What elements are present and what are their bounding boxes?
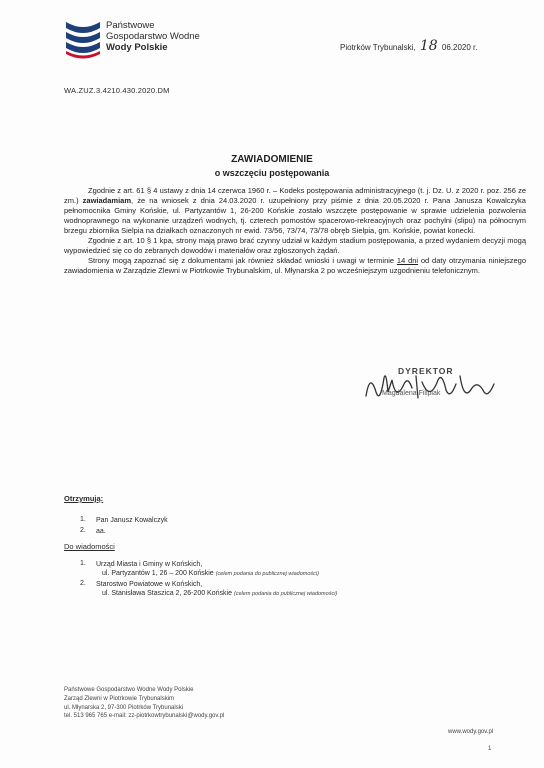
p1-bold: zawiadamiam: [82, 196, 132, 205]
place-date: [340, 38, 477, 54]
logo-text: [106, 20, 200, 53]
wody-polskie-logo: [64, 18, 264, 64]
logo-line-2: Gospodarstwo Wodne: [106, 31, 200, 42]
footer-address: [64, 686, 224, 721]
logo-line-3: Wody Polskie: [106, 42, 168, 53]
logo-line-1: Państwowe: [106, 20, 155, 31]
info-line-1: Urząd Miasta i Gminy w Końskich,: [96, 561, 203, 568]
info-item: [96, 580, 337, 599]
footer-url: www.wody.gov.pl: [448, 729, 494, 735]
paragraph-1: [64, 186, 526, 236]
p3-text-b: od daty otrzymania niniejszego zawiadomienia w Zarządzie Zlewni w Piotrkowie Trybunalskim, ul. Młynarska 2 po wcześniejszym uzgodnieniu telefonicznym.: [64, 256, 527, 275]
p3-deadline: 14 dni: [396, 256, 419, 265]
recipient-number: 1.: [80, 516, 86, 523]
stamp-name: Magdalena Filipiak: [382, 390, 441, 397]
p3-text-a: Strony mogą zapoznać się z dokumentami jak również składać wnioski i uwagi w terminie: [88, 256, 395, 265]
info-number: 2.: [80, 580, 86, 587]
director-signature: [360, 362, 520, 412]
footer-line-3: ul. Młynarska 2, 97-300 Piotrków Trybunalski: [64, 704, 184, 711]
month-year: 06.2020 r.: [441, 43, 478, 52]
footer-line-1: Państwowe Gospodarstwo Wodne Wody Polskie: [64, 687, 194, 693]
handwritten-day: 18: [419, 38, 438, 54]
document-title: ZAWIADOMIENIE: [231, 154, 313, 165]
paragraph-2: Zgodnie z art. 10 § 1 kpa, strony mają prawo brać czynny udział w każdym stadium postępowania, a przed wydaniem decyzji mogą wypowiedzieć się co do zebranych dowodów i materiałów oraz zgłoszonych żądań.: [64, 236, 526, 255]
footer-line-2: Zarząd Zlewni w Piotrkowie Trybunalskim: [64, 695, 175, 702]
p1-text-a: Zgodnie z art. 61 § 4 ustawy z dnia 14 czerwca 1960 r. – Kodeks postępowania administracyjnego (t. j. Dz. U. z 2020 r. poz. 256 ze zm.): [64, 186, 526, 205]
info-address: ul. Partyzantów 1, 26 – 200 Końskie: [102, 570, 214, 577]
info-item: [96, 560, 319, 579]
footer-line-4: tel. 513 965 765 e-mail: zz-piotrkowtrybunalski@wody.gov.pl: [64, 713, 225, 720]
info-line-1: Starostwo Powiatowe w Końskich,: [96, 581, 203, 588]
info-line-2: [96, 569, 319, 579]
info-note: (celem podania do publicznej wiadomości): [215, 571, 319, 577]
recipient-item: aa.: [96, 528, 106, 535]
handwritten-signature-icon: [360, 362, 520, 412]
recipient-number: 2.: [80, 527, 86, 534]
page-number: 1: [488, 746, 492, 752]
info-note: (celem podania do publicznej wiadomości): [233, 591, 338, 597]
info-address: ul. Stanisława Staszica 2, 26-200 Końskie: [102, 590, 232, 597]
recipients-heading: Otrzymują:: [64, 494, 104, 503]
stamp-title: DYREKTOR: [398, 366, 454, 376]
case-reference: WA.ZUZ.3.4210.430.2020.DM: [64, 86, 170, 95]
body-text: [64, 186, 526, 276]
info-line-2: [96, 589, 337, 599]
info-number: 1.: [80, 560, 86, 567]
wave-logo-icon: [64, 18, 102, 62]
document-subtitle: o wszczęciu postępowania: [214, 168, 330, 178]
p1-text-b: , że na wniosek z dnia 24.03.2020 r. uzupełniony przy piśmie z dnia 20.05.2020 r. Pana Janusza Kowalczyka pełnomocnika Gminy Końskie, ul. Partyzantów 1, 26-200 Końskie zostało wszczęte postępowanie w sprawie udzielenia pozwolenia wodnoprawnego na wykonanie urządzeń wodnych, tj. czterech pomostów spacerowo-rekreacyjnych oraz pochylni (slipu) na północnym brzegu zbiornika Sielpia na działkach oznaczonych nr ewid. 73/56, 73/74, 73/78 obręb Sielpia, gm. Końskie, powiat konecki.: [64, 196, 526, 235]
for-information-heading: Do wiadomości: [64, 542, 115, 551]
recipient-item: Pan Janusz Kowalczyk: [96, 517, 168, 524]
place: Piotrków Trybunalski,: [340, 43, 416, 52]
paragraph-3: [64, 256, 526, 276]
